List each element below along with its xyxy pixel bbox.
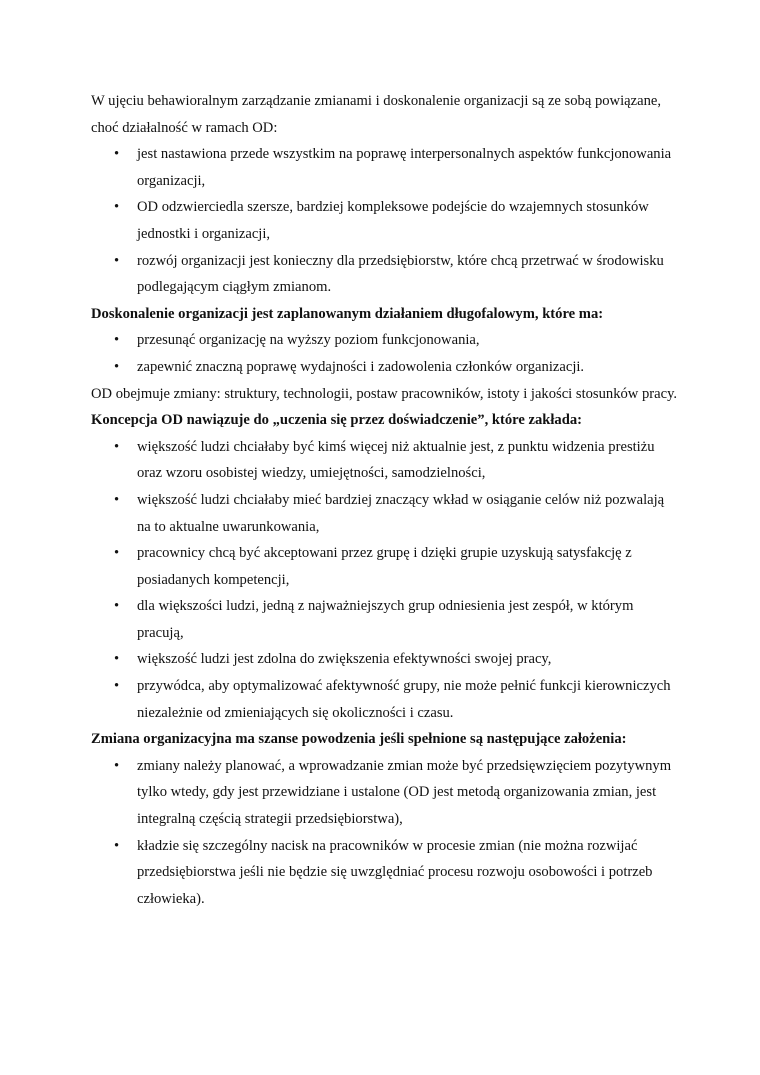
list-item-text: większość ludzi chciałaby mieć bardziej znaczący wkład w osiąganie celów niż pozwalają na to aktualne uwarunkowania, <box>137 491 665 535</box>
list-item-text: przesunąć organizację na wyższy poziom funkcjonowania, <box>137 332 480 349</box>
list-item <box>91 194 681 247</box>
bullet-icon: • <box>114 545 120 562</box>
list-item-text: pracownicy chcą być akceptowani przez grupę i dzięki grupie uzyskują satysfakcję z posiadanych kompetencji, <box>137 545 632 588</box>
section-heading: Zmiana organizacyjna ma szanse powodzenia jeśli spełnione są następujące założenia: <box>91 731 627 748</box>
bullet-icon: • <box>114 146 120 163</box>
bullet-list-od-goals <box>91 327 681 380</box>
list-item-text: zapewnić znaczną poprawę wydajności i zadowolenia członków organizacji. <box>137 358 585 375</box>
list-item <box>91 354 681 381</box>
list-item-text: dla większości ludzi, jedną z najważniejszych grup odniesienia jest zespół, w którym pracują, <box>137 598 634 641</box>
bullet-list-change-conditions <box>91 753 681 913</box>
list-item-text: zmiany należy planować, a wprowadzanie zmian może być przedsięwzięciem pozytywnym tylko wtedy, gdy jest przewidziane i ustalone (OD jest metodą organizowania zmian, jest integralną częścią strategii przedsiębiorstwa), <box>137 757 672 828</box>
bullet-icon: • <box>114 678 120 695</box>
document-body <box>91 88 681 912</box>
bullet-icon: • <box>114 358 120 375</box>
bullet-icon: • <box>114 651 120 668</box>
list-item-text: jest nastawiona przede wszystkim na poprawę interpersonalnych aspektów funkcjonowania organizacji, <box>137 146 672 189</box>
section-heading: Koncepcja OD nawiązuje do „uczenia się przez doświadczenie”, które zakłada: <box>91 412 582 429</box>
list-item <box>91 540 681 593</box>
list-item <box>91 327 681 354</box>
list-item <box>91 141 681 194</box>
list-item <box>91 434 681 487</box>
bullet-icon: • <box>114 332 120 349</box>
list-item-text: OD odzwierciedla szersze, bardziej kompleksowe podejście do wzajemnych stosunków jednostki i organizacji, <box>137 199 649 242</box>
list-item-text: rozwój organizacji jest konieczny dla przedsiębiorstw, które chcą przetrwać w środowisku podlegającym ciągłym zmianom. <box>137 252 664 296</box>
od-scope-paragraph: OD obejmuje zmiany: struktury, technologii, postaw pracowników, istoty i jakości stosunków pracy. <box>91 385 678 402</box>
list-item-text: kładzie się szczególny nacisk na pracowników w procesie zmian (nie można rozwijać przedsiębiorstwa jeśli nie będzie się uwzględniać procesu rozwoju osobowości i potrzeb człowieka). <box>137 837 653 907</box>
bullet-list-od-activity <box>91 141 681 301</box>
bullet-icon: • <box>114 757 120 774</box>
list-item <box>91 487 681 540</box>
bullet-icon: • <box>114 491 120 508</box>
bullet-icon: • <box>114 837 120 854</box>
list-item-text: przywódca, aby optymalizować afektywność grupy, nie może pełnić funkcji kierowniczych niezależnie od zmieniających się okoliczności i czasu. <box>137 678 671 721</box>
list-item <box>91 248 681 301</box>
list-item <box>91 753 681 833</box>
list-item-text: większość ludzi jest zdolna do zwiększenia efektywności swojej pracy, <box>137 651 552 668</box>
list-item <box>91 646 681 673</box>
bullet-icon: • <box>114 598 120 615</box>
intro-paragraph: W ujęciu behawioralnym zarządzanie zmianami i doskonalenie organizacji są ze sobą powiązane, choć działalność w ramach OD: <box>91 93 661 136</box>
bullet-icon: • <box>114 199 120 216</box>
bullet-list-learning-assumptions <box>91 434 681 727</box>
section-heading: Doskonalenie organizacji jest zaplanowanym działaniem długofalowym, które ma: <box>91 305 604 322</box>
list-item <box>91 593 681 646</box>
bullet-icon: • <box>114 252 120 269</box>
bullet-icon: • <box>114 438 120 455</box>
list-item-text: większość ludzi chciałaby być kimś więcej niż aktualnie jest, z punktu widzenia prestiżu oraz wzoru osobistej wiedzy, umiejętności, samodzielności, <box>137 438 655 482</box>
list-item <box>91 833 681 913</box>
list-item <box>91 673 681 726</box>
